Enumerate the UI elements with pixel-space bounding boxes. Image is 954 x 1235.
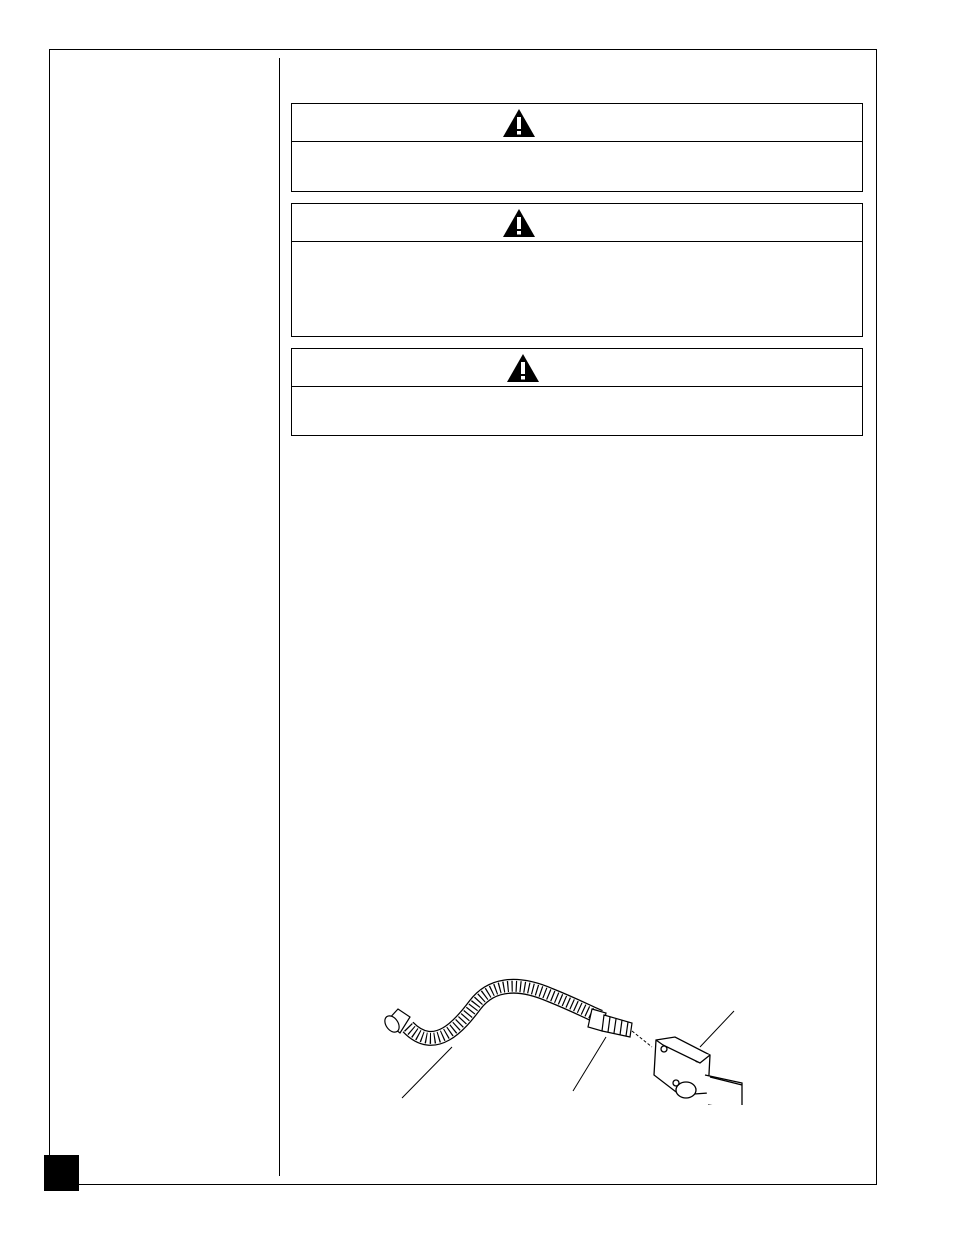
warning-box-3 <box>291 348 863 436</box>
page-number-tab <box>44 1155 79 1191</box>
warning-triangle-icon <box>502 208 536 238</box>
warning-header <box>292 349 862 387</box>
gas-hose-fitting-illustration <box>380 965 750 1105</box>
warning-text <box>292 142 862 154</box>
warning-triangle-icon <box>502 108 536 138</box>
warning-header <box>292 104 862 142</box>
column-divider <box>279 58 280 1176</box>
warning-box-2 <box>291 203 863 337</box>
warning-triangle-icon <box>506 353 540 383</box>
warning-text <box>292 242 862 254</box>
warning-text <box>292 387 862 399</box>
warning-box-1 <box>291 103 863 192</box>
warning-header <box>292 204 862 242</box>
